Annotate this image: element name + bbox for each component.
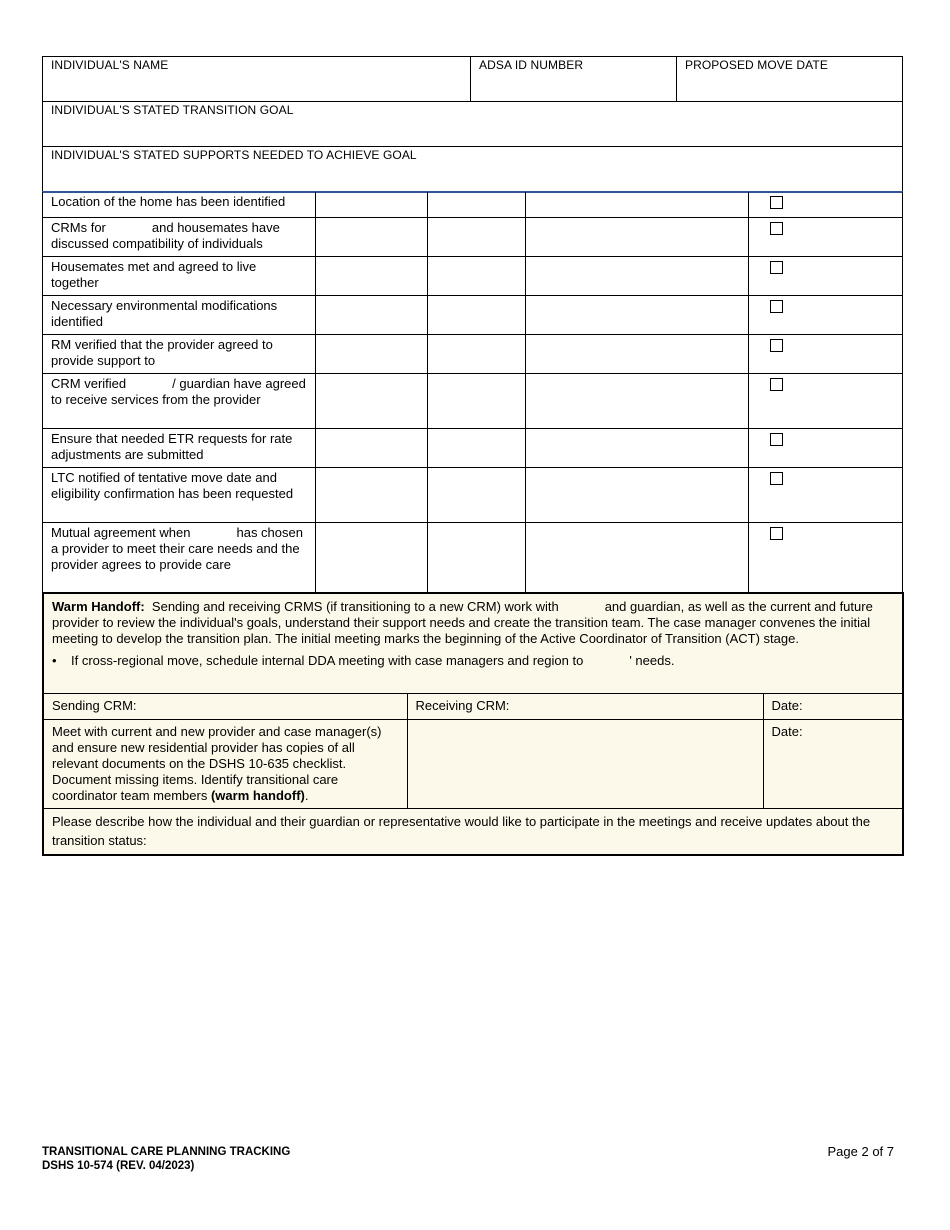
date-label: Date: — [771, 697, 803, 713]
completed-checkbox[interactable] — [770, 527, 783, 540]
checklist-cell[interactable] — [526, 373, 749, 428]
proposed-move-date-field[interactable] — [677, 57, 903, 102]
checklist-check-cell — [749, 295, 903, 334]
checklist-cell[interactable] — [316, 428, 428, 467]
warm-handoff-intro-text: Sending and receiving CRMS (if transitioning to a new CRM) work with — [151, 599, 559, 614]
checklist-item-label-cont: has chosen a provider to meet their care needs and the provider agrees to provide care — [51, 524, 303, 572]
checklist-cell[interactable] — [428, 256, 526, 295]
warm-handoff-intro — [43, 593, 903, 693]
checklist-cell[interactable] — [428, 217, 526, 256]
meet-text-bold: (warm handoff) — [210, 787, 305, 803]
warm-handoff-intro-cont: and guardian, as well as the current and future provider to review the individual's goals, understand their support needs and create the transition team. The case manager convenes the initial meeting to develop the transition plan. The initial meeting marks the beginning of the Active Coordinator of Transition (ACT) stage. — [52, 599, 873, 646]
page-number: Page 2 of 7 — [827, 1144, 894, 1159]
adsa-id-field[interactable] — [471, 57, 677, 102]
checklist-cell[interactable] — [428, 295, 526, 334]
checklist-item-label: CRM verified — [51, 375, 127, 391]
checklist-item-text — [43, 428, 316, 467]
individual-name-field[interactable] — [43, 57, 471, 102]
checklist-cell[interactable] — [316, 192, 428, 217]
completed-checkbox[interactable] — [770, 472, 783, 485]
receiving-crm-field[interactable] — [407, 693, 763, 719]
completed-checkbox[interactable] — [770, 339, 783, 352]
bullet-text: If cross-regional move, schedule internal DDA meeting with case managers and region to — [71, 653, 584, 668]
form-footer — [42, 1145, 290, 1173]
checklist-item-label-cont: / guardian have agreed to receive services from the provider — [51, 375, 306, 407]
checklist-item-label: Location of the home has been identified — [51, 194, 286, 209]
checklist-cell[interactable] — [526, 192, 749, 217]
adsa-id-label: ADSA ID NUMBER — [479, 58, 584, 72]
checklist-item-text — [43, 217, 316, 256]
checklist-item-label: LTC notified of tentative move date and eligibility confirmation has been requested — [51, 469, 294, 501]
checklist-cell[interactable] — [428, 428, 526, 467]
checklist-item-text — [43, 192, 316, 217]
checklist-table — [42, 192, 903, 594]
checklist-cell[interactable] — [316, 467, 428, 522]
checklist-cell[interactable] — [428, 192, 526, 217]
meet-instructions — [43, 719, 407, 808]
warm-handoff-section — [42, 592, 904, 856]
checklist-item-label: Necessary environmental modifications identified — [51, 297, 278, 329]
checklist-check-cell — [749, 373, 903, 428]
checklist-cell[interactable] — [428, 467, 526, 522]
receiving-crm-label: Receiving CRM: — [415, 697, 510, 713]
checklist-cell[interactable] — [316, 256, 428, 295]
bullet-icon: • — [52, 653, 57, 668]
checklist-item-text — [43, 467, 316, 522]
sending-crm-field[interactable] — [43, 693, 407, 719]
handoff-date-field[interactable] — [763, 693, 903, 719]
checklist-item-label: Mutual agreement when — [51, 524, 191, 540]
checklist-item-text — [43, 295, 316, 334]
checklist-cell[interactable] — [526, 256, 749, 295]
completed-checkbox[interactable] — [770, 261, 783, 274]
checklist-cell[interactable] — [526, 334, 749, 373]
supports-needed-label: INDIVIDUAL'S STATED SUPPORTS NEEDED TO ACHIEVE GOAL — [51, 148, 417, 162]
checklist-cell[interactable] — [316, 522, 428, 593]
checklist-cell[interactable] — [316, 334, 428, 373]
checklist-cell[interactable] — [428, 334, 526, 373]
checklist-item-text — [43, 334, 316, 373]
checklist-check-cell — [749, 334, 903, 373]
checklist-cell[interactable] — [526, 217, 749, 256]
warm-handoff-title: Warm Handoff: — [52, 599, 145, 614]
individual-name-label: INDIVIDUAL'S NAME — [51, 58, 169, 72]
transition-goal-label: INDIVIDUAL'S STATED TRANSITION GOAL — [51, 103, 294, 117]
meet-notes-field[interactable] — [407, 719, 763, 808]
proposed-move-date-label: PROPOSED MOVE DATE — [685, 58, 828, 72]
checklist-check-cell — [749, 522, 903, 593]
checklist-item-text — [43, 522, 316, 593]
checklist-cell[interactable] — [428, 522, 526, 593]
supports-needed-field[interactable] — [43, 147, 903, 192]
checklist-check-cell — [749, 467, 903, 522]
checklist-cell[interactable] — [526, 295, 749, 334]
form-number: DSHS 10-574 (REV. 04/2023) — [42, 1160, 195, 1172]
checklist-item-label: Ensure that needed ETR requests for rate adjustments are submitted — [51, 430, 293, 462]
completed-checkbox[interactable] — [770, 300, 783, 313]
sending-crm-label: Sending CRM: — [52, 697, 137, 713]
checklist-item-label: CRMs for — [51, 219, 106, 235]
checklist-cell[interactable] — [526, 522, 749, 593]
participation-description-field[interactable] — [43, 808, 903, 855]
checklist-cell[interactable] — [526, 467, 749, 522]
checklist-item-label: RM verified that the provider agreed to provide support to — [51, 336, 273, 368]
checklist-cell[interactable] — [316, 295, 428, 334]
form-title: TRANSITIONAL CARE PLANNING TRACKING — [42, 1146, 291, 1158]
checklist-check-cell — [749, 428, 903, 467]
checklist-cell[interactable] — [316, 217, 428, 256]
bullet-text-cont: ' needs. — [629, 653, 675, 668]
date-label: Date: — [771, 723, 803, 739]
individual-info-table — [42, 56, 903, 193]
checklist-cell[interactable] — [316, 373, 428, 428]
cross-regional-bullet — [52, 653, 894, 669]
checklist-item-label: Housemates met and agreed to live together — [51, 258, 257, 290]
participation-description-text: Please describe how the individual and their guardian or representative would like to participate in the meetings and receive updates about the transition status: — [52, 813, 871, 848]
checklist-item-text — [43, 256, 316, 295]
meet-text: Meet with current and new provider and case manager(s) and ensure new residential provider has copies of all relevant documents on the DSHS 10-635 checklist. Document missing items. Identify transitional care coordinator team members — [52, 723, 382, 803]
checklist-item-text — [43, 373, 316, 428]
completed-checkbox[interactable] — [770, 433, 783, 446]
transition-goal-field[interactable] — [43, 102, 903, 147]
completed-checkbox[interactable] — [770, 378, 783, 391]
meet-date-field[interactable] — [763, 719, 903, 808]
checklist-check-cell — [749, 192, 903, 217]
completed-checkbox[interactable] — [770, 196, 783, 209]
checklist-item-label-cont: and housemates have discussed compatibility of individuals — [51, 219, 280, 251]
checklist-cell[interactable] — [526, 428, 749, 467]
checklist-cell[interactable] — [428, 373, 526, 428]
completed-checkbox[interactable] — [770, 222, 783, 235]
checklist-check-cell — [749, 217, 903, 256]
checklist-check-cell — [749, 256, 903, 295]
meet-text-end: . — [304, 787, 309, 803]
